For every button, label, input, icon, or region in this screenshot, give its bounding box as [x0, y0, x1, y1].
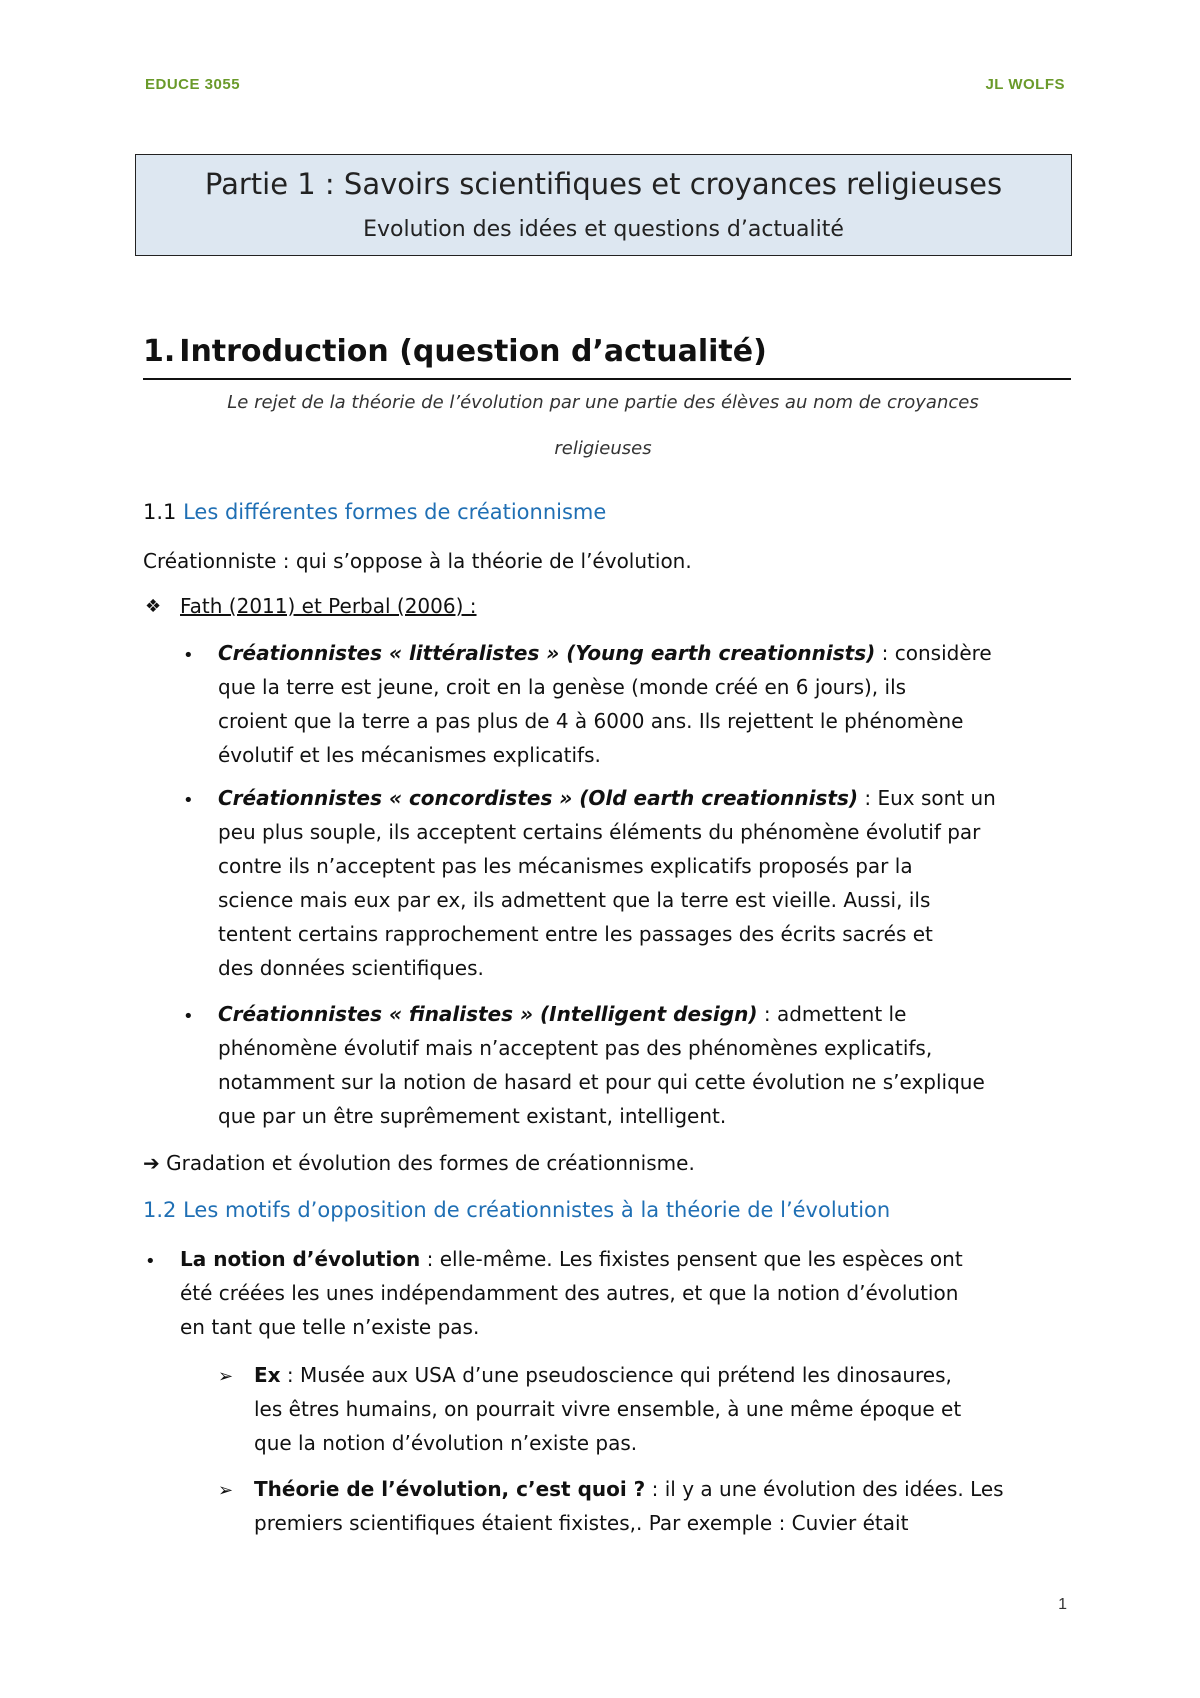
theory-item-term: Théorie de l’évolution, c’est quoi ?	[254, 1477, 646, 1501]
example-item-line2: les êtres humains, on pourrait vivre ensemble, à une même époque et	[254, 1397, 962, 1421]
section-1-2-heading	[143, 1198, 890, 1222]
theory-item	[254, 1472, 1084, 1540]
creationism-item-1-line1: : considère	[875, 641, 992, 665]
creationism-item-2-line4: science mais eux par ex, ils admettent que la terre est vieille. Aussi, ils	[218, 888, 931, 912]
theory-item-line1: : il y a une évolution des idées. Les	[645, 1477, 1004, 1501]
header-course-code: EDUCE 3055	[145, 76, 241, 93]
creationism-item-1-line4: évolutif et les mécanismes explicatifs.	[218, 743, 601, 767]
section-1-title: Introduction (question d’actualité)	[179, 334, 767, 369]
creationism-item-2	[218, 781, 1078, 985]
right-arrow-icon: ➔	[143, 1151, 160, 1175]
definition-text: Créationniste : qui s’oppose à la théorie de l’évolution.	[143, 549, 692, 573]
section-1-2-number: 1.2	[143, 1198, 177, 1222]
example-item-line3: que la notion d’évolution n’existe pas.	[254, 1431, 638, 1455]
creationism-item-1-line2: que la terre est jeune, croit en la genèse (monde créé en 6 jours), ils	[218, 675, 907, 699]
opposition-item	[180, 1242, 1080, 1344]
title-main: Partie 1 : Savoirs scientifiques et croyances religieuses	[204, 167, 1003, 201]
section-1-1-number: 1.1	[143, 500, 177, 524]
conclusion-line	[143, 1146, 695, 1180]
creationism-item-3-line4: que par un être suprêmement existant, intelligent.	[218, 1104, 727, 1128]
section-1-number: 1.	[143, 334, 176, 369]
creationism-item-3	[218, 997, 1078, 1133]
opposition-item-line3: en tant que telle n’existe pas.	[180, 1315, 480, 1339]
section-1-1-title: Les différentes formes de créationnisme	[183, 500, 607, 524]
section-1-subtitle-line1: Le rejet de la théorie de l’évolution par une partie des élèves au nom de croyances	[227, 392, 979, 413]
sources-text: Fath (2011) et Perbal (2006) :	[180, 594, 477, 618]
creationism-item-1-line3: croient que la terre a pas plus de 4 à 6000 ans. Ils rejettent le phénomène	[218, 709, 964, 733]
creationism-item-3-line2: phénomène évolutif mais n’acceptent pas des phénomènes explicatifs,	[218, 1036, 933, 1060]
bullet-icon: •	[183, 645, 194, 666]
sources-line	[180, 589, 477, 623]
opposition-item-line1: : elle-même. Les fixistes pensent que les espèces ont	[420, 1247, 963, 1271]
creationism-item-3-term: Créationnistes « finalistes » (Intelligent design)	[218, 1002, 758, 1026]
arrowhead-bullet-icon: ➢	[218, 1480, 234, 1501]
opposition-item-line2: été créées les unes indépendamment des autres, et que la notion d’évolution	[180, 1281, 959, 1305]
title-subtitle: Evolution des idées et questions d’actualité	[363, 217, 844, 242]
example-item-line1: : Musée aux USA d’une pseudoscience qui prétend les dinosaures,	[280, 1363, 952, 1387]
creationism-item-2-line1: : Eux sont un	[858, 786, 996, 810]
title-box	[135, 154, 1072, 256]
creationism-item-3-line3: notamment sur la notion de hasard et pour qui cette évolution ne s’explique	[218, 1070, 985, 1094]
bullet-icon: •	[145, 1251, 156, 1272]
section-1-heading	[143, 334, 1071, 380]
creationism-item-2-line5: tentent certains rapprochement entre les passages des écrits sacrés et	[218, 922, 933, 946]
example-item-term: Ex	[254, 1363, 281, 1387]
opposition-item-term: La notion d’évolution	[180, 1247, 421, 1271]
creationism-item-3-line1: : admettent le	[757, 1002, 907, 1026]
creationism-item-2-line2: peu plus souple, ils acceptent certains éléments du phénomène évolutif par	[218, 820, 981, 844]
header-author: JL WOLFS	[985, 76, 1065, 93]
creationism-item-2-line3: contre ils n’acceptent pas les mécanismes explicatifs proposés par la	[218, 854, 913, 878]
section-1-subtitle-line2: religieuses	[554, 438, 652, 459]
example-item	[254, 1358, 1084, 1460]
creationism-item-2-term: Créationnistes « concordistes » (Old earth creationnists)	[218, 786, 859, 810]
diamond-bullet-icon: ❖	[145, 596, 162, 617]
section-1-1-heading	[143, 500, 606, 524]
page-number: 1	[1058, 1596, 1067, 1613]
bullet-icon: •	[183, 1006, 194, 1027]
creationism-item-1-term: Créationnistes « littéralistes » (Young earth creationnists)	[218, 641, 876, 665]
theory-item-line2: premiers scientifiques étaient fixistes,. Par exemple : Cuvier était	[254, 1511, 909, 1535]
arrowhead-bullet-icon: ➢	[218, 1366, 234, 1387]
creationism-item-2-line6: des données scientifiques.	[218, 956, 484, 980]
conclusion-text: Gradation et évolution des formes de créationnisme.	[166, 1151, 695, 1175]
creationism-item-1	[218, 636, 1078, 772]
bullet-icon: •	[183, 790, 194, 811]
section-1-2-title: Les motifs d’opposition de créationnistes à la théorie de l’évolution	[183, 1198, 891, 1222]
